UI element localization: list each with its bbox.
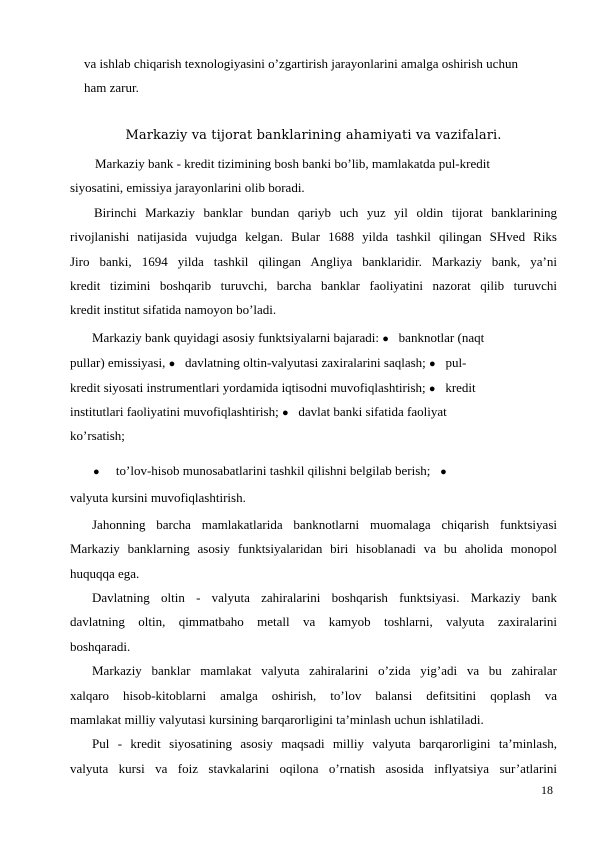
p3-line-3 [70,380,557,397]
p4-line-1: Jahonning barcha mamlakatlarida banknotlarni muomalaga chiqarish funktsiyasi [92,517,557,532]
bullet-icon: ● [281,407,289,419]
p3-text: kredit [445,380,476,395]
p3-text: pul- [445,355,467,370]
p3-line-7: valyuta kursini muvofiqlashtirish. [70,490,246,505]
p4-line-2: Markaziy banklarning asosiy funktsiyalaridan biri hisoblanadi va bu aholida monopol [70,541,557,556]
p3-line-4 [70,404,557,421]
p3-line-6 [93,463,580,480]
intro-line-1: va ishlab chiqarish texnologiyasini o’zgartirish jarayonlarini amalga oshirish uchun [84,56,518,71]
intro-line-2: ham zarur. [84,80,139,95]
p3-line-2 [70,355,557,372]
p5-line-2: davlatning oltin, qimmatbaho metall va kamyob toshlarni, valyuta zaxiralarini [70,614,557,629]
p7-line-1: Pul - kredit siyosatining asosiy maqsadi milliy valyuta barqarorligini ta’minlash, [92,736,557,751]
p4-line-3: huquqqa ega. [70,566,140,581]
page-number: 18 [541,783,553,797]
p2-line-1: Birinchi Markaziy banklar bundan qariyb uch yuz yil oldin tijorat banklarining [94,205,557,220]
bullet-icon: ● [382,333,389,345]
p3-text: to’lov-hisob munosabatlarini tashkil qilishni belgilab berish; [115,463,431,478]
p2-line-4: kredit tizimini boshqarib turuvchi, barcha banklar faoliyatini nazorat qilib turuvchi [70,278,557,293]
p6-line-3: mamlakat milliy valyutasi kursining barqarorligini ta’minlash uchun ishlatiladi. [70,712,484,727]
bullet-icon: ● [440,466,447,478]
p3-text: institutlari faoliyatini muvofiqlashtirish; [70,404,279,419]
p3-text: pullar) emissiyasi, [70,355,166,370]
p6-line-1: Markaziy banklar mamlakat valyuta zahiralarini o’zida yig’adi va bu zahiralar [92,663,557,678]
p1-line-1: Markaziy bank - kredit tizimining bosh banki bo’lib, mamlakatda pul-kredit [95,156,490,171]
p5-line-1: Davlatning oltin - valyuta zahiralarini boshqarish funktsiyasi. Markaziy bank [92,590,557,605]
p3-text: Markaziy bank quyidagi asosiy funktsiyalarni bajaradi: [92,330,380,345]
bullet-icon: ● [428,383,436,395]
section-heading: Markaziy va tijorat banklarining ahamiyati va vazifalari. [125,128,502,143]
p3-text: davlat banki sifatida faoliyat [298,404,447,419]
p3-line-1 [92,330,579,347]
p7-line-2: valyuta kursi va foiz stavkalarini oqilona o’rnatish asosida inflyatsiya sur’atlarini [70,761,557,776]
p3-text: kredit siyosati instrumentlari yordamida iqtisodni muvofiqlashtirish; [70,380,426,395]
bullet-icon: ● [168,358,176,370]
p6-line-2: xalqaro hisob-kitoblarni amalga oshirish, to’lov balansi defitsitini qoplash va [70,688,557,703]
p3-text: banknotlar (naqt [398,330,485,345]
p2-line-2: rivojlanishi natijasida vujudga kelgan. Bular 1688 yilda tashkil qilingan SHved Riks [70,229,557,244]
p2-line-5: kredit institut sifatida namoyon bo’ladi. [70,302,277,317]
p3-line-5: ko’rsatish; [70,428,125,443]
p5-line-3: boshqaradi. [70,639,131,654]
p3-text: davlatning oltin-valyutasi zaxiralarini saqlash; [184,355,426,370]
p1-line-2: siyosatini, emissiya jarayonlarini olib boradi. [70,180,305,195]
bullet-icon: ● [429,358,436,370]
bullet-icon: ● [93,466,100,478]
p2-line-3: Jiro banki, 1694 yilda tashkil qilingan Angliya banklaridir. Markaziy bank, ya’ni [70,254,557,269]
